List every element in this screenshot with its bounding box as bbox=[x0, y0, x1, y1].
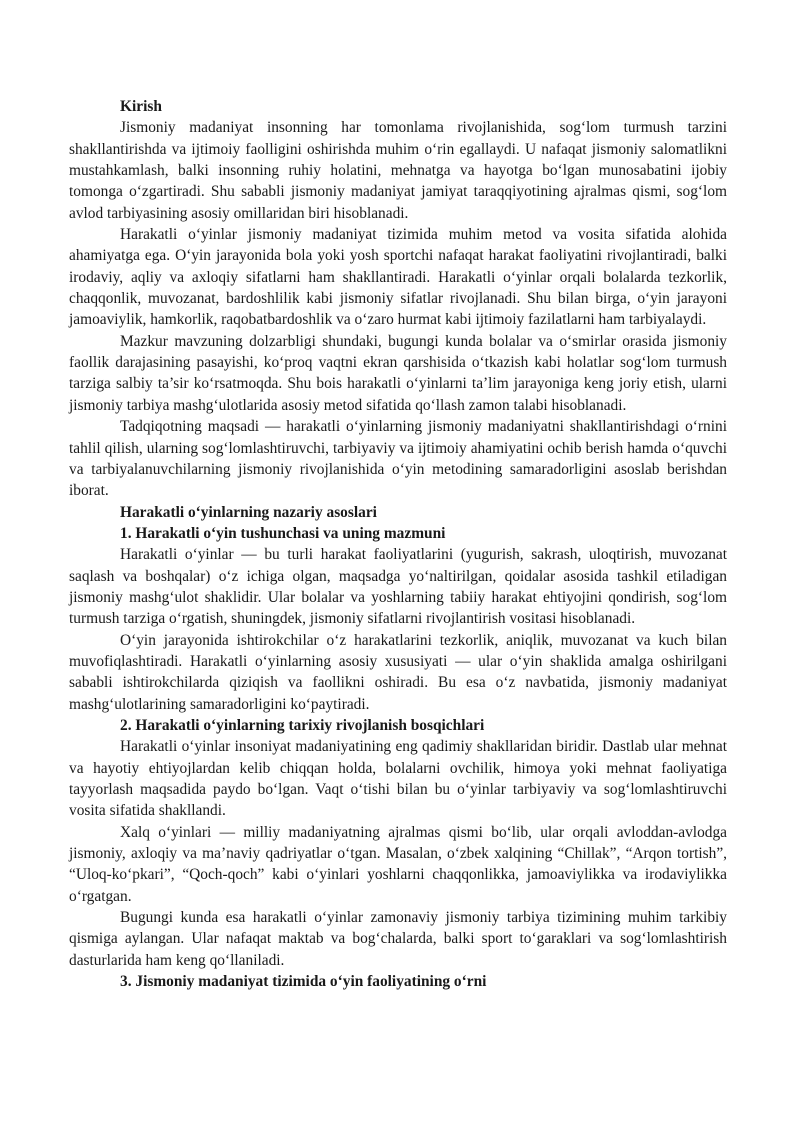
intro-paragraph-4: Tadqiqotning maqsadi — harakatli o‘yinlarning jismoniy madaniyatni shakllantirishdagi o‘rnini tahlil qilish, ularning sog‘lomlashtiruvchi, tarbiyaviy va ijtimoiy ahamiyatini ochib berish hamda o‘quvchi va tarbiyalanuvchilarning jismoniy rivojlanishida o‘yin metodining samaradorligini asoslab berishdan iborat. bbox=[69, 418, 727, 500]
heading-section-3: 3. Jismoniy madaniyat tizimida o‘yin faoliyatining o‘rni bbox=[120, 973, 487, 991]
heading-theory: Harakatli o‘yinlarning nazariy asoslari bbox=[120, 503, 377, 521]
section2-paragraph-3: Bugungi kunda esa harakatli o‘yinlar zamonaviy jismoniy tarbiya tizimining muhim tarkibiy qismiga aylangan. Ular nafaqat maktab va bog‘chalarda, balki sport to‘garaklari va sog‘lomlashtirish dasturlarida ham keng qo‘llaniladi. bbox=[69, 909, 727, 969]
section1-paragraph-2: O‘yin jarayonida ishtirokchilar o‘z harakatlarini tezkorlik, aniqlik, muvozanat va kuch bilan muvofiqlashtiradi. Harakatli o‘yinlarning asosiy xususiyati — ular o‘yin shaklida amalga oshirilgani sababli ishtirokchilarda qiziqish va faollikni oshiradi. Bu esa o‘z navbatida, jismoniy madaniyat mashg‘ulotlarining samaradorligini ko‘paytiradi. bbox=[69, 631, 727, 713]
section1-paragraph-1: Harakatli o‘yinlar — bu turli harakat faoliyatlarini (yugurish, sakrash, uloqtirish, muvozanat saqlash va boshqalar) o‘z ichiga olgan, maqsadga yo‘naltirilgan, qoidalar asosida tashkil etiladigan jismoniy mashg‘ulot shaklidir. Ular bolalar va yoshlarning tabiiy harakat ehtiyojini qondirish, sog‘lom turmush tarziga o‘rgatish, shuningdek, jismoniy sifatlarni rivojlantirish vositasi hisoblanadi. bbox=[69, 546, 727, 628]
heading-section-1: 1. Harakatli o‘yin tushunchasi va uning mazmuni bbox=[120, 524, 446, 542]
document-page bbox=[69, 96, 727, 992]
section2-paragraph-1: Harakatli o‘yinlar insoniyat madaniyatining eng qadimiy shakllaridan biridir. Dastlab ular mehnat va hayotiy ehtiyojlardan kelib chiqqan holda, bolalarni ovchilik, himoya yoki mehnat faoliyatiga tayyorlash maqsadida paydo bo‘lgan. Vaqt o‘tishi bilan bu o‘yinlar tarbiyaviy va sog‘lomlashtiruvchi vosita sifatida shakllandi. bbox=[69, 738, 727, 820]
intro-paragraph-3: Mazkur mavzuning dolzarbligi shundaki, bugungi kunda bolalar va o‘smirlar orasida jismoniy faollik darajasining pasayishi, ko‘proq vaqtni ekran qarshisida o‘tkazish kabi holatlar sog‘lom turmush tarziga salbiy ta’sir ko‘rsatmoqda. Shu bois harakatli o‘yinlarni ta’lim jarayoniga keng joriy etish, ularni jismoniy tarbiya mashg‘ulotlarida asosiy metod sifatida qo‘llash zamon talabi hisoblanadi. bbox=[69, 332, 727, 414]
section2-paragraph-2: Xalq o‘yinlari — milliy madaniyatning ajralmas qismi bo‘lib, ular orqali avloddan-avlodga jismoniy, axloqiy va ma’naviy qadriyatlar o‘tgan. Masalan, o‘zbek xalqining “Chillak”, “Arqon tortish”, “Uloq-ko‘pkari”, “Qoch-qoch” kabi o‘yinlari yoshlarni chaqqonlikka, jamoaviylikka va irodaviylikka o‘rgatgan. bbox=[69, 823, 727, 905]
intro-paragraph-2: Harakatli o‘yinlar jismoniy madaniyat tizimida muhim metod va vosita sifatida alohida ahamiyatga ega. O‘yin jarayonida bola yoki yosh sportchi nafaqat harakat faoliyatini rivojlantiradi, balki irodaviy, aqliy va axloqiy sifatlarni ham shakllantiradi. Harakatli o‘yinlar orqali bolalarda tezkorlik, chaqqonlik, muvozanat, bardoshlilik kabi jismoniy sifatlar rivojlanadi. Shu bilan birga, o‘yin jarayoni jamoaviylik, hamkorlik, raqobatbardoshlik va o‘zaro hurmat kabi ijtimoiy fazilatlarni ham tarbiyalaydi. bbox=[69, 226, 727, 329]
heading-section-2: 2. Harakatli o‘yinlarning tarixiy rivojlanish bosqichlari bbox=[120, 716, 485, 734]
heading-intro: Kirish bbox=[120, 98, 162, 115]
intro-paragraph-1: Jismoniy madaniyat insonning har tomonlama rivojlanishida, sog‘lom turmush tarzini shakllantirishda va ijtimoiy faolligini oshirishda muhim o‘rin egallaydi. U nafaqat jismoniy salomatlikni mustahkamlash, balki insonning ruhiy holatini, mehnatga va hayotga bo‘lgan munosabatini ijobiy tomonga o‘zgartiradi. Shu sababli jismoniy madaniyat jamiyat taraqqiyotining ajralmas qismi, sog‘lom avlod tarbiyasining asosiy omillaridan biri hisoblanadi. bbox=[69, 119, 727, 222]
